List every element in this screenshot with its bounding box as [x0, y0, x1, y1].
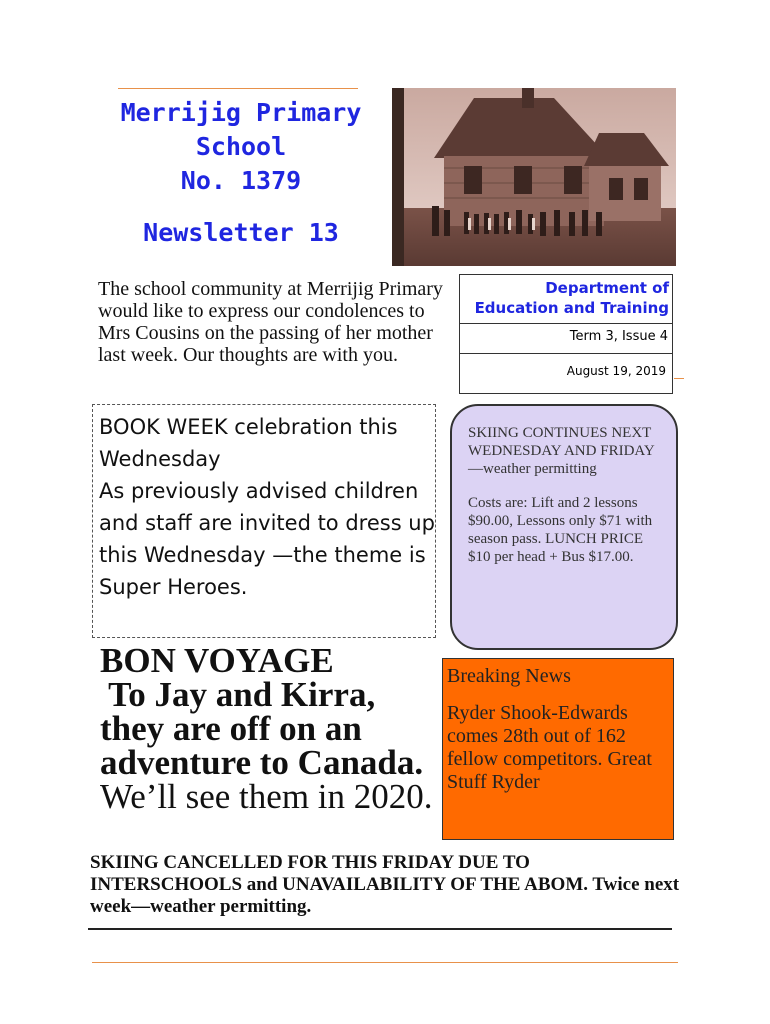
school-title-line2: School	[195, 132, 287, 161]
date-accent-line	[674, 378, 684, 379]
issue-date: August 19, 2019	[459, 354, 673, 394]
school-title-line1: Merrijig Primary	[120, 98, 362, 127]
department-line2: Education and Training	[474, 299, 669, 317]
bon-voyage-notice	[100, 641, 445, 816]
bon-voyage-line4: adventure to Canada.	[100, 743, 424, 782]
school-title-line3: No. 1379	[180, 166, 302, 195]
book-week-heading: BOOK WEEK celebration this Wednesday	[99, 415, 398, 471]
skiing-cancellation: SKIING CANCELLED FOR THIS FRIDAY DUE TO INTERSCHOOLS and UNAVAILABILITY OF THE ABOM. Twice next week—weather permitting.	[90, 852, 680, 917]
condolence-message: The school community at Merrijig Primary would like to express our condolences to Mrs Cousins on the passing of her mother last week. Our thoughts are with you.	[98, 278, 443, 366]
book-week-notice	[92, 404, 436, 638]
bon-voyage-line3: they are off on an	[100, 709, 362, 748]
school-title	[96, 96, 386, 198]
breaking-news-box	[442, 658, 674, 840]
newsletter-number: Newsletter 13	[143, 218, 339, 247]
bottom-divider	[88, 928, 672, 930]
term-issue: Term 3, Issue 4	[459, 324, 673, 354]
skiing-schedule: SKIING CONTINUES NEXT WEDNESDAY AND FRIDAY—weather permitting	[468, 425, 655, 477]
bon-voyage-line5: We’ll see them in 2020.	[100, 777, 433, 816]
breaking-news-body: Ryder Shook-Edwards comes 28th out of 162 fellow competitors. Great Stuff Ryder	[447, 702, 652, 793]
skiing-info-box	[450, 404, 678, 650]
top-divider	[118, 88, 358, 89]
footer-accent-line	[92, 962, 678, 963]
breaking-news-title: Breaking News	[447, 665, 571, 687]
department-line1: Department of	[545, 279, 669, 297]
school-photo	[392, 88, 676, 266]
skiing-costs: Costs are: Lift and 2 lessons $90.00, Lessons only $71 with season pass. LUNCH PRICE $10 per head + Bus $17.00.	[468, 495, 653, 565]
bon-voyage-line2: To Jay and Kirra,	[100, 675, 376, 714]
bon-voyage-heading: BON VOYAGE	[100, 641, 334, 680]
book-week-body: As previously advised children and staff are invited to dress up this Wednesday —the theme is Super Heroes.	[99, 479, 435, 599]
department-name	[459, 278, 669, 318]
